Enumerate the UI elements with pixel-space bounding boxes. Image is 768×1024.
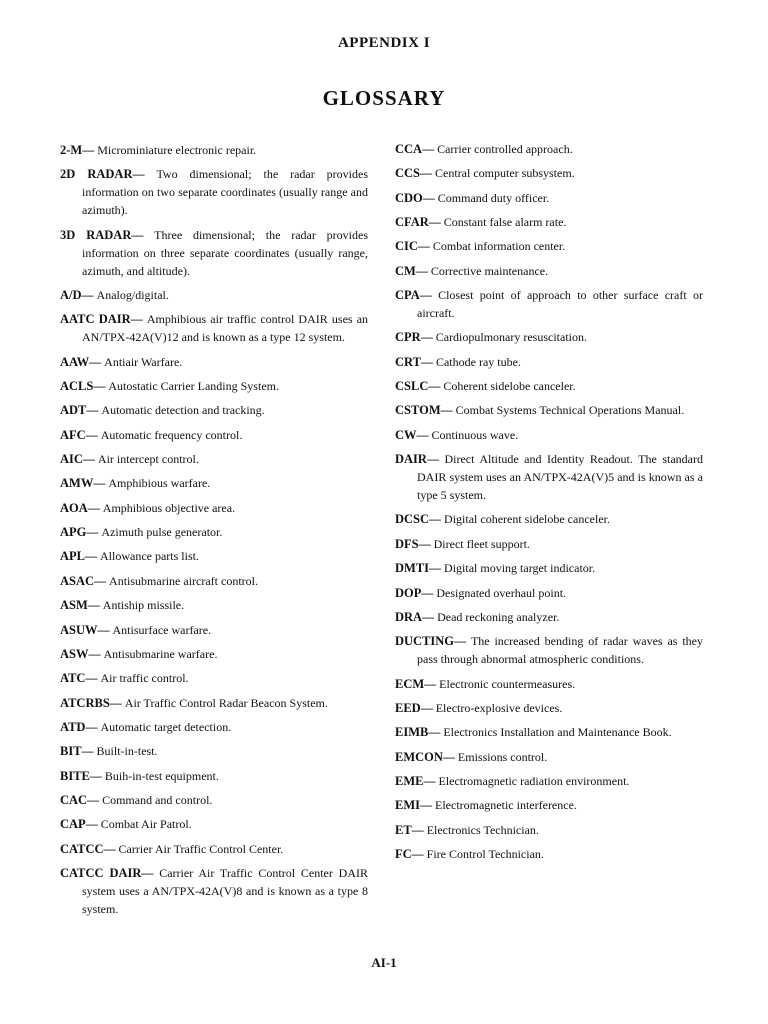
glossary-entry [395, 328, 703, 346]
glossary-definition: Antisubmarine warfare. [103, 646, 218, 661]
glossary-column-left [60, 141, 368, 924]
glossary-entry [60, 645, 368, 663]
term-separator: — [94, 573, 110, 588]
glossary-term: EMI [395, 798, 420, 813]
term-separator: — [85, 549, 100, 564]
term-separator: — [415, 263, 431, 278]
term-separator: — [89, 354, 105, 369]
glossary-definition: Continuous wave. [431, 427, 519, 442]
term-separator: — [440, 403, 456, 418]
glossary-entry [395, 608, 703, 626]
glossary-definition: Antiair Warfare. [104, 354, 183, 369]
glossary-entry [60, 286, 368, 304]
term-separator: — [103, 841, 119, 856]
glossary-term: CATCC DAIR [60, 865, 142, 880]
term-separator: — [424, 676, 440, 691]
glossary-term: EIMB [395, 725, 429, 740]
glossary-definition: Constant false alarm rate. [443, 215, 567, 230]
glossary-term: DMTI [395, 561, 430, 576]
glossary-term: AIC [60, 452, 83, 467]
glossary-entry [60, 596, 368, 614]
term-separator: — [86, 403, 102, 418]
term-separator: — [420, 700, 436, 715]
glossary-entry [395, 845, 703, 863]
glossary-definition: Command and control. [102, 792, 213, 807]
glossary-entry [395, 353, 703, 371]
term-separator: — [132, 167, 157, 182]
glossary-definition: Combat Systems Technical Operations Manual. [455, 403, 685, 418]
glossary-definition: Carrier Air Traffic Control Center DAIR system uses a AN/TPX-42A(V)8 and is known as a type 8 system. [82, 865, 369, 916]
glossary-term: CAP [60, 817, 86, 832]
glossary-entry [60, 864, 368, 918]
term-separator: — [81, 288, 97, 303]
glossary-term: BIT [60, 744, 82, 759]
glossary-definition: Electronics Technician. [426, 822, 539, 837]
glossary-entry [60, 450, 368, 468]
glossary-term: EME [395, 773, 424, 788]
term-separator: — [93, 476, 109, 491]
glossary-entry [395, 189, 703, 207]
glossary-entry [395, 535, 703, 553]
glossary-entry [395, 821, 703, 839]
term-separator: — [411, 846, 427, 861]
term-separator: — [429, 512, 445, 527]
glossary-definition: Autostatic Carrier Landing System. [108, 379, 279, 394]
glossary-term: CIC [395, 239, 418, 254]
term-separator: — [420, 166, 436, 181]
term-separator: — [428, 215, 444, 230]
glossary-entry [395, 237, 703, 255]
term-separator: — [426, 452, 445, 467]
glossary-term: CPR [395, 330, 421, 345]
term-separator: — [422, 190, 438, 205]
glossary-term: 2D RADAR [60, 167, 133, 182]
glossary-term: AAW [60, 354, 90, 369]
glossary-term: CW [395, 427, 417, 442]
glossary-entry [395, 796, 703, 814]
glossary-entry [60, 718, 368, 736]
term-separator: — [422, 142, 438, 156]
glossary-entry [60, 840, 368, 858]
term-separator: — [428, 725, 444, 740]
glossary-term: AATC DAIR [60, 312, 131, 327]
glossary-term: APL [60, 549, 85, 564]
glossary-definition: Automatic frequency control. [100, 427, 243, 442]
glossary-entry [395, 723, 703, 741]
term-separator: — [86, 525, 102, 540]
glossary-definition: Amphibious air traffic control DAIR uses an AN/TPX-42A(V)12 and is known as a type 12 system. [82, 312, 369, 345]
glossary-term: CPA [395, 288, 420, 303]
term-separator: — [81, 744, 97, 759]
glossary-term: ACLS [60, 379, 94, 394]
glossary-definition: Azimuth pulse generator. [101, 525, 223, 540]
term-separator: — [97, 622, 113, 637]
glossary-term: DFS [395, 536, 419, 551]
glossary-entry [60, 377, 368, 395]
glossary-entry [395, 377, 703, 395]
glossary-definition: Digital moving target indicator. [444, 561, 596, 576]
glossary-entry [60, 694, 368, 712]
glossary-definition: Two dimensional; the radar provides information on two separate coordinates (usually range and azimuth). [82, 167, 368, 218]
glossary-definition: Allowance parts list. [100, 549, 199, 564]
glossary-definition: Electronics Installation and Maintenance Book. [443, 725, 672, 740]
glossary-term: DCSC [395, 512, 430, 527]
glossary-term: CCA [395, 142, 423, 156]
glossary-definition: Closest point of approach to other surface craft or aircraft. [417, 288, 703, 321]
glossary-entry [395, 772, 703, 790]
term-separator: — [109, 695, 125, 710]
glossary-entry [395, 140, 703, 158]
glossary-term: ATCRBS [60, 695, 110, 710]
term-separator: — [88, 646, 104, 661]
glossary-entry [60, 742, 368, 760]
glossary-term: CSTOM [395, 403, 441, 418]
term-separator: — [420, 798, 435, 813]
glossary-definition: Dead reckoning analyzer. [437, 609, 560, 624]
glossary-entry [60, 621, 368, 639]
glossary-entry [395, 426, 703, 444]
glossary-entry [60, 572, 368, 590]
glossary-definition: Three dimensional; the radar provides information on three separate coordinates (usually range, azimuth, and altitude). [82, 227, 369, 278]
glossary-term: ATC [60, 671, 86, 686]
glossary-term: AMW [60, 476, 94, 491]
glossary-definition: Antisubmarine aircraft control. [109, 573, 258, 588]
term-separator: — [89, 768, 105, 783]
term-separator: — [423, 773, 439, 788]
term-separator: — [85, 671, 101, 686]
term-separator: — [417, 239, 433, 254]
term-separator: — [87, 500, 103, 515]
term-separator: — [416, 427, 432, 442]
term-separator: — [429, 561, 445, 576]
term-separator: — [141, 865, 160, 880]
term-separator: — [87, 598, 103, 613]
glossary-definition: Cardiopulmonary resuscitation. [435, 330, 588, 345]
glossary-entry [395, 401, 703, 419]
glossary-term: EED [395, 700, 421, 715]
glossary-entry [60, 767, 368, 785]
term-separator: — [85, 817, 101, 832]
term-separator: — [442, 749, 458, 764]
glossary-term: ADT [60, 403, 87, 418]
term-separator: — [87, 792, 103, 807]
glossary-definition: Automatic detection and tracking. [101, 403, 265, 418]
glossary-entry [60, 141, 368, 159]
glossary-entry [60, 815, 368, 833]
glossary-entry [60, 226, 368, 280]
glossary-entry [395, 748, 703, 766]
term-separator: — [418, 536, 434, 551]
glossary-definition: Designated overhaul point. [436, 585, 567, 600]
glossary-term: 2-M [60, 143, 83, 157]
glossary-entry [395, 584, 703, 602]
glossary-definition: Amphibious objective area. [102, 500, 236, 515]
glossary-definition: Microminiature electronic repair. [97, 143, 257, 157]
glossary-entry [60, 523, 368, 541]
glossary-term: AFC [60, 427, 86, 442]
glossary-definition: Antisurface warfare. [112, 622, 212, 637]
glossary-term: A/D [60, 288, 82, 303]
page-title: GLOSSARY [322, 86, 446, 110]
glossary-term: ASAC [60, 573, 95, 588]
glossary-definition: Electro-explosive devices. [435, 700, 563, 715]
glossary-definition: Carrier Air Traffic Control Center. [118, 841, 284, 856]
glossary-term: FC [395, 846, 412, 861]
glossary-entry [60, 499, 368, 517]
glossary-entry [60, 669, 368, 687]
glossary-term: ASM [60, 598, 88, 613]
glossary-entry [60, 353, 368, 371]
glossary-definition: Built-in-test. [96, 744, 158, 759]
term-separator: — [454, 634, 471, 649]
glossary-entry [60, 791, 368, 809]
glossary-entry [395, 213, 703, 231]
glossary-term: CAC [60, 792, 88, 807]
glossary-definition: Automatic target detection. [100, 719, 232, 734]
glossary-term: 3D RADAR [60, 227, 132, 242]
glossary-term: CRT [395, 354, 421, 369]
glossary-term: DAIR [395, 452, 427, 467]
term-separator: — [420, 354, 436, 369]
term-separator: — [130, 312, 147, 327]
glossary-definition: Buih-in-test equipment. [104, 768, 219, 783]
glossary-definition: Corrective maintenance. [430, 263, 549, 278]
glossary-term: DOP [395, 585, 422, 600]
glossary-term: CDO [395, 190, 423, 205]
glossary-term: BITE [60, 768, 90, 783]
glossary-definition: Coherent sidelobe canceler. [443, 379, 576, 394]
glossary-definition: Combat Air Patrol. [100, 817, 192, 832]
glossary-term: ATD [60, 719, 86, 734]
glossary-term: CFAR [395, 215, 429, 230]
glossary-term: AOA [60, 500, 88, 515]
glossary-entry [60, 474, 368, 492]
term-separator: — [82, 143, 98, 157]
glossary-entry [395, 675, 703, 693]
glossary-entry [60, 310, 368, 346]
appendix-heading: APPENDIX I [337, 35, 431, 51]
glossary-definition: Central computer subsystem. [435, 166, 575, 181]
glossary-entry [395, 510, 703, 528]
glossary-entry [60, 426, 368, 444]
term-separator: — [85, 427, 101, 442]
glossary-definition: Analog/digital. [96, 288, 169, 303]
glossary-definition: Electronic countermeasures. [439, 676, 576, 691]
glossary-definition: Direct Altitude and Identity Readout. The standard DAIR system uses an AN/TPX-42A(V)5 and is known as a type 5 system. [417, 452, 703, 503]
glossary-column-right [395, 140, 703, 869]
page-number: AI-1 [371, 955, 397, 970]
glossary-definition: Electromagnetic radiation environment. [438, 773, 630, 788]
glossary-term: ET [395, 822, 412, 837]
term-separator: — [419, 288, 439, 303]
glossary-entry [395, 632, 703, 668]
glossary-definition: Fire Control Technician. [426, 846, 544, 861]
glossary-definition: Amphibious warfare. [108, 476, 211, 491]
glossary-definition: Electromagnetic interference. [435, 798, 577, 813]
term-separator: — [131, 227, 155, 242]
glossary-entry [60, 547, 368, 565]
glossary-term: APG [60, 525, 87, 540]
glossary-term: ASW [60, 646, 89, 661]
glossary-term: CATCC [60, 841, 104, 856]
glossary-definition: The increased bending of radar waves as they pass through abnormal atmospheric conditions. [417, 634, 704, 667]
glossary-entry [395, 450, 703, 504]
glossary-definition: Emissions control. [457, 749, 548, 764]
glossary-definition: Digital coherent sidelobe canceler. [444, 512, 610, 527]
glossary-term: ASUW [60, 622, 98, 637]
glossary-entry [60, 165, 368, 219]
glossary-definition: Air Traffic Control Radar Beacon System. [124, 695, 328, 710]
glossary-entry [395, 286, 703, 322]
term-separator: — [421, 585, 437, 600]
term-separator: — [428, 379, 444, 394]
glossary-definition: Direct fleet support. [433, 536, 530, 551]
glossary-term: ECM [395, 676, 425, 691]
term-separator: — [82, 452, 98, 467]
glossary-definition: Antiship missile. [102, 598, 185, 613]
glossary-entry [395, 164, 703, 182]
glossary-term: CSLC [395, 379, 429, 394]
glossary-term: CCS [395, 166, 421, 181]
term-separator: — [422, 609, 438, 624]
glossary-definition: Cathode ray tube. [435, 354, 521, 369]
glossary-definition: Carrier controlled approach. [437, 142, 573, 156]
term-separator: — [411, 822, 427, 837]
term-separator: — [85, 719, 101, 734]
glossary-term: DRA [395, 609, 423, 624]
term-separator: — [93, 379, 109, 394]
glossary-definition: Air intercept control. [97, 452, 199, 467]
glossary-term: DUCTING [395, 634, 455, 649]
glossary-term: EMCON [395, 749, 443, 764]
term-separator: — [420, 330, 436, 345]
glossary-term: CM [395, 263, 416, 278]
glossary-definition: Air traffic control. [100, 671, 189, 686]
glossary-entry [60, 401, 368, 419]
glossary-entry [395, 699, 703, 717]
glossary-entry [395, 262, 703, 280]
glossary-definition: Combat information center. [432, 239, 566, 254]
glossary-definition: Command duty officer. [437, 190, 550, 205]
glossary-entry [395, 559, 703, 577]
